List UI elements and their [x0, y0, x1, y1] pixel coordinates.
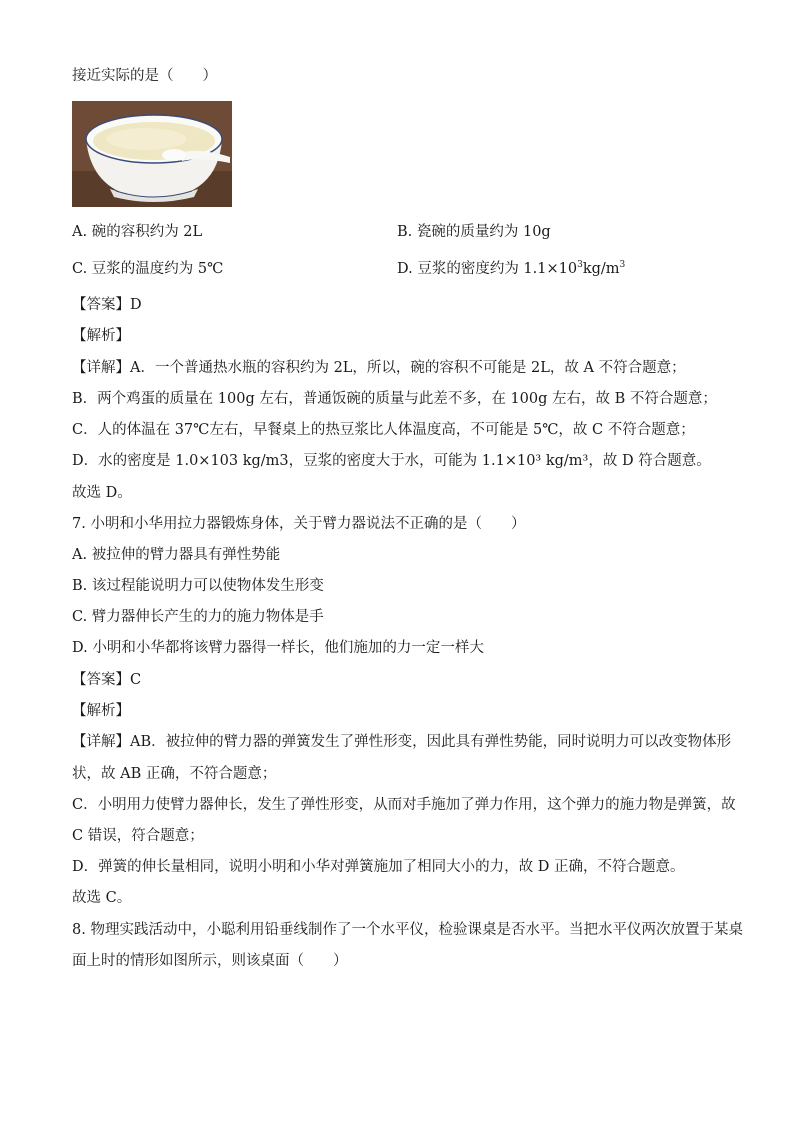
q6-detail-d: D．水的密度是 1.0×103 kg/m3，豆浆的密度大于水，可能为 1.1×10³ kg/m³，故 D 符合题意。	[72, 453, 711, 469]
q7-stem: 7. 小明和小华用拉力器锻炼身体，关于臂力器说法不正确的是（ ）	[72, 516, 526, 532]
q6-stem-tail: 接近实际的是（ ）	[72, 68, 217, 84]
q6-option-d-prefix: D. 豆浆的密度约为 1.1×10	[397, 261, 578, 277]
q6-option-b: B. 瓷碗的质量约为 10g	[397, 224, 551, 240]
q7-option-a: A. 被拉伸的臂力器具有弹性势能	[72, 547, 281, 563]
q7-detail-ab-2: 状，故 AB 正确，不符合题意；	[72, 766, 277, 782]
q7-conclusion: 故选 C。	[72, 890, 132, 906]
q6-conclusion: 故选 D。	[72, 485, 132, 501]
q7-analysis-title: 【解析】	[72, 703, 130, 719]
q6-option-d-unit: kg/m	[582, 261, 620, 277]
q6-option-d	[397, 259, 625, 279]
q7-option-d: D. 小明和小华都将该臂力器得一样长，他们施加的力一定一样大	[72, 640, 484, 656]
bowl-illustration	[72, 101, 232, 207]
q6-option-d-unit-exp: 3	[619, 260, 626, 271]
q6-detail-a: 【详解】A．一个普通热水瓶的容积约为 2L，所以，碗的容积不可能是 2L，故 A 不符合题意；	[72, 360, 686, 376]
q6-analysis-title: 【解析】	[72, 328, 130, 344]
q7-detail-ab-1: 【详解】AB．被拉伸的臂力器的弹簧发生了弹性形变，因此具有弹性势能，同时说明力可以改变物体形	[72, 734, 732, 750]
q8-stem-line-2: 面上时的情形如图所示，则该桌面（ ）	[72, 953, 348, 969]
q7-detail-c-2: C 错误，符合题意；	[72, 828, 204, 844]
q7-detail-d: D．弹簧的伸长量相同，说明小明和小华对弹簧施加了相同大小的力，故 D 正确，不符合题意。	[72, 859, 685, 875]
q6-option-d-exp: 3	[577, 260, 583, 271]
q7-option-b: B. 该过程能说明力可以使物体发生形变	[72, 578, 324, 594]
q6-detail-b: B．两个鸡蛋的质量在 100g 左右，普通饭碗的质量与此差不多，在 100g 左右，故 B 不符合题意；	[72, 391, 717, 407]
soy-milk-bowl-photo	[72, 101, 232, 207]
q7-option-c: C. 臂力器伸长产生的力的施力物体是手	[72, 609, 324, 625]
q7-answer: 【答案】C	[72, 672, 142, 688]
q6-detail-c: C．人的体温在 37℃左右，早餐桌上的热豆浆比人体温度高，不可能是 5℃，故 C 不符合题意；	[72, 422, 695, 438]
q6-answer: 【答案】D	[72, 297, 142, 313]
q6-option-a: A. 碗的容积约为 2L	[72, 224, 203, 240]
q7-detail-c-1: C．小明用力使臂力器伸长，发生了弹性形变，从而对手施加了弹力作用，这个弹力的施力物是弹簧，故	[72, 797, 736, 813]
q6-option-c: C. 豆浆的温度约为 5℃	[72, 261, 224, 277]
q8-stem-line-1: 8. 物理实践活动中，小聪利用铅垂线制作了一个水平仪，检验课桌是否水平。当把水平仪两次放置于某桌	[72, 922, 743, 938]
